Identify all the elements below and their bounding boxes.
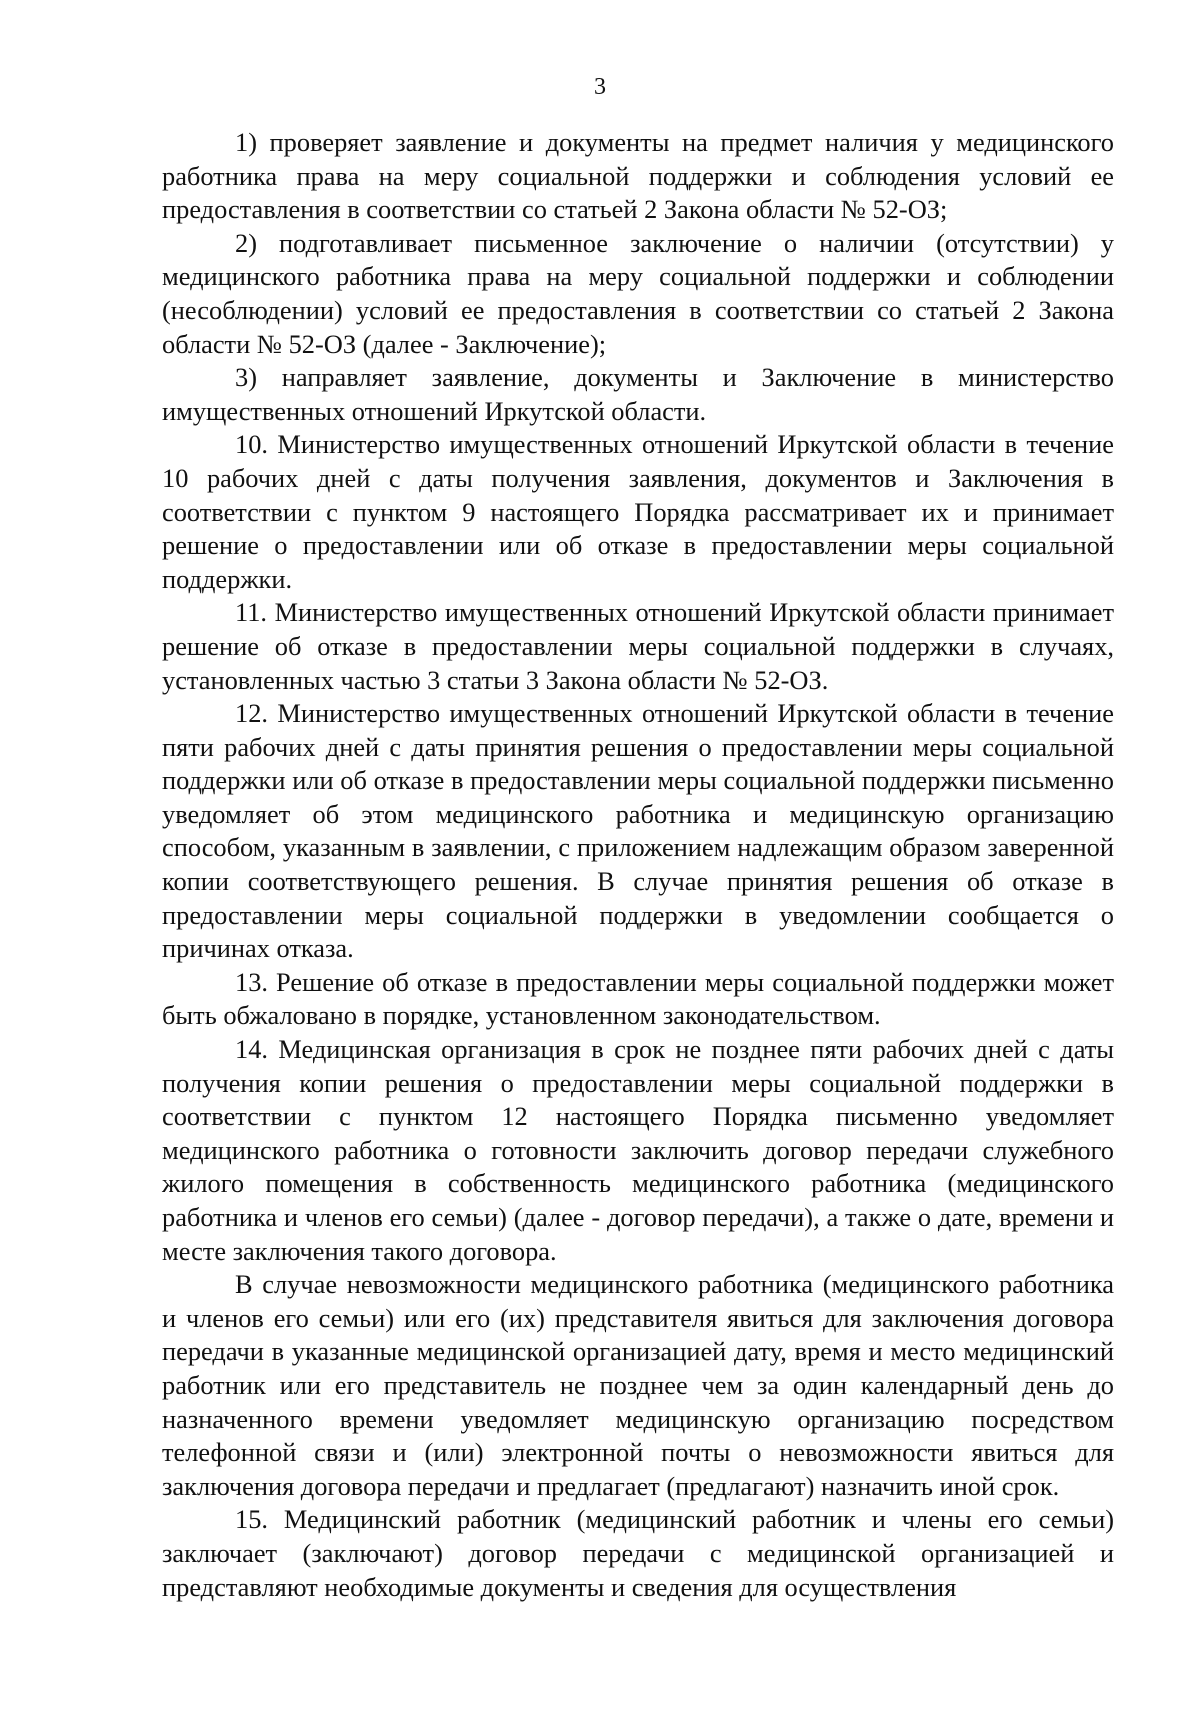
- paragraph-clause-13: 13. Решение об отказе в предоставлении меры социальной поддержки может быть обжаловано в порядке, установленном законодательством.: [162, 966, 1114, 1031]
- paragraph-clause-10: 10. Министерство имущественных отношений Иркутской области в течение 10 рабочих дней с даты получения заявления, документов и Заключения в соответствии с пунктом 9 настоящего Порядка рассматривает их и принимает решение о предоставлении или об отказе в предоставлении меры социальной поддержки.: [162, 429, 1114, 594]
- paragraph-clause-14: 14. Медицинская организация в срок не позднее пяти рабочих дней с даты получения копии решения о предоставлении меры социальной поддержки в соответствии с пунктом 12 настоящего Порядка письменно уведомляет медицинского работника о готовности заключить договор передачи служебного жилого помещения в собственность медицинского работника (медицинского работника и членов его семьи) (далее - договор передачи), а также о дате, времени и месте заключения такого договора.: [162, 1034, 1114, 1266]
- paragraph-item-2: 2) подготавливает письменное заключение о наличии (отсутствии) у медицинского работника права на меру социальной поддержки и соблюдении (несоблюдении) условий ее предоставления в соответствии со статьей 2 Закона области № 52-ОЗ (далее - Заключение);: [162, 227, 1114, 359]
- page-number: 3: [594, 74, 606, 100]
- paragraph-item-1: 1) проверяет заявление и документы на предмет наличия у медицинского работника права на меру социальной поддержки и соблюдения условий ее предоставления в соответствии со статьей 2 Закона области № 52-ОЗ;: [162, 127, 1114, 225]
- document-body: [162, 126, 1114, 1604]
- paragraph-clause-12: 12. Министерство имущественных отношений Иркутской области в течение пяти рабочих дней с даты принятия решения о предоставлении меры социальной поддержки или об отказе в предоставлении меры социальной поддержки письменно уведомляет об этом медицинского работника и медицинскую организацию способом, указанным в заявлении, с приложением надлежащим образом заверенной копии соответствующего решения. В случае принятия решения об отказе в предоставлении меры социальной поддержки в уведомлении сообщается о причинах отказа.: [162, 698, 1114, 964]
- paragraph-clause-14-continued: В случае невозможности медицинского работника (медицинского работника и членов его семьи) или его (их) представителя явиться для заключения договора передачи в указанные медицинской организацией дату, время и место медицинский работник или его представитель не позднее чем за один календарный день до назначенного времени уведомляет медицинскую организацию посредством телефонной связи и (или) электронной почты о невозможности явиться для заключения договора передачи и предлагает (предлагают) назначить иной срок.: [162, 1269, 1114, 1501]
- paragraph-item-3: 3) направляет заявление, документы и Заключение в министерство имущественных отношений Иркутской области.: [162, 362, 1114, 426]
- paragraph-clause-11: 11. Министерство имущественных отношений Иркутской области принимает решение об отказе в предоставлении меры социальной поддержки в случаях, установленных частью 3 статьи 3 Закона области № 52-ОЗ.: [162, 597, 1114, 695]
- paragraph-clause-15: 15. Медицинский работник (медицинский работник и члены его семьи) заключает (заключают) договор передачи с медицинской организацией и представляют необходимые документы и сведения для осуществления: [162, 1504, 1114, 1602]
